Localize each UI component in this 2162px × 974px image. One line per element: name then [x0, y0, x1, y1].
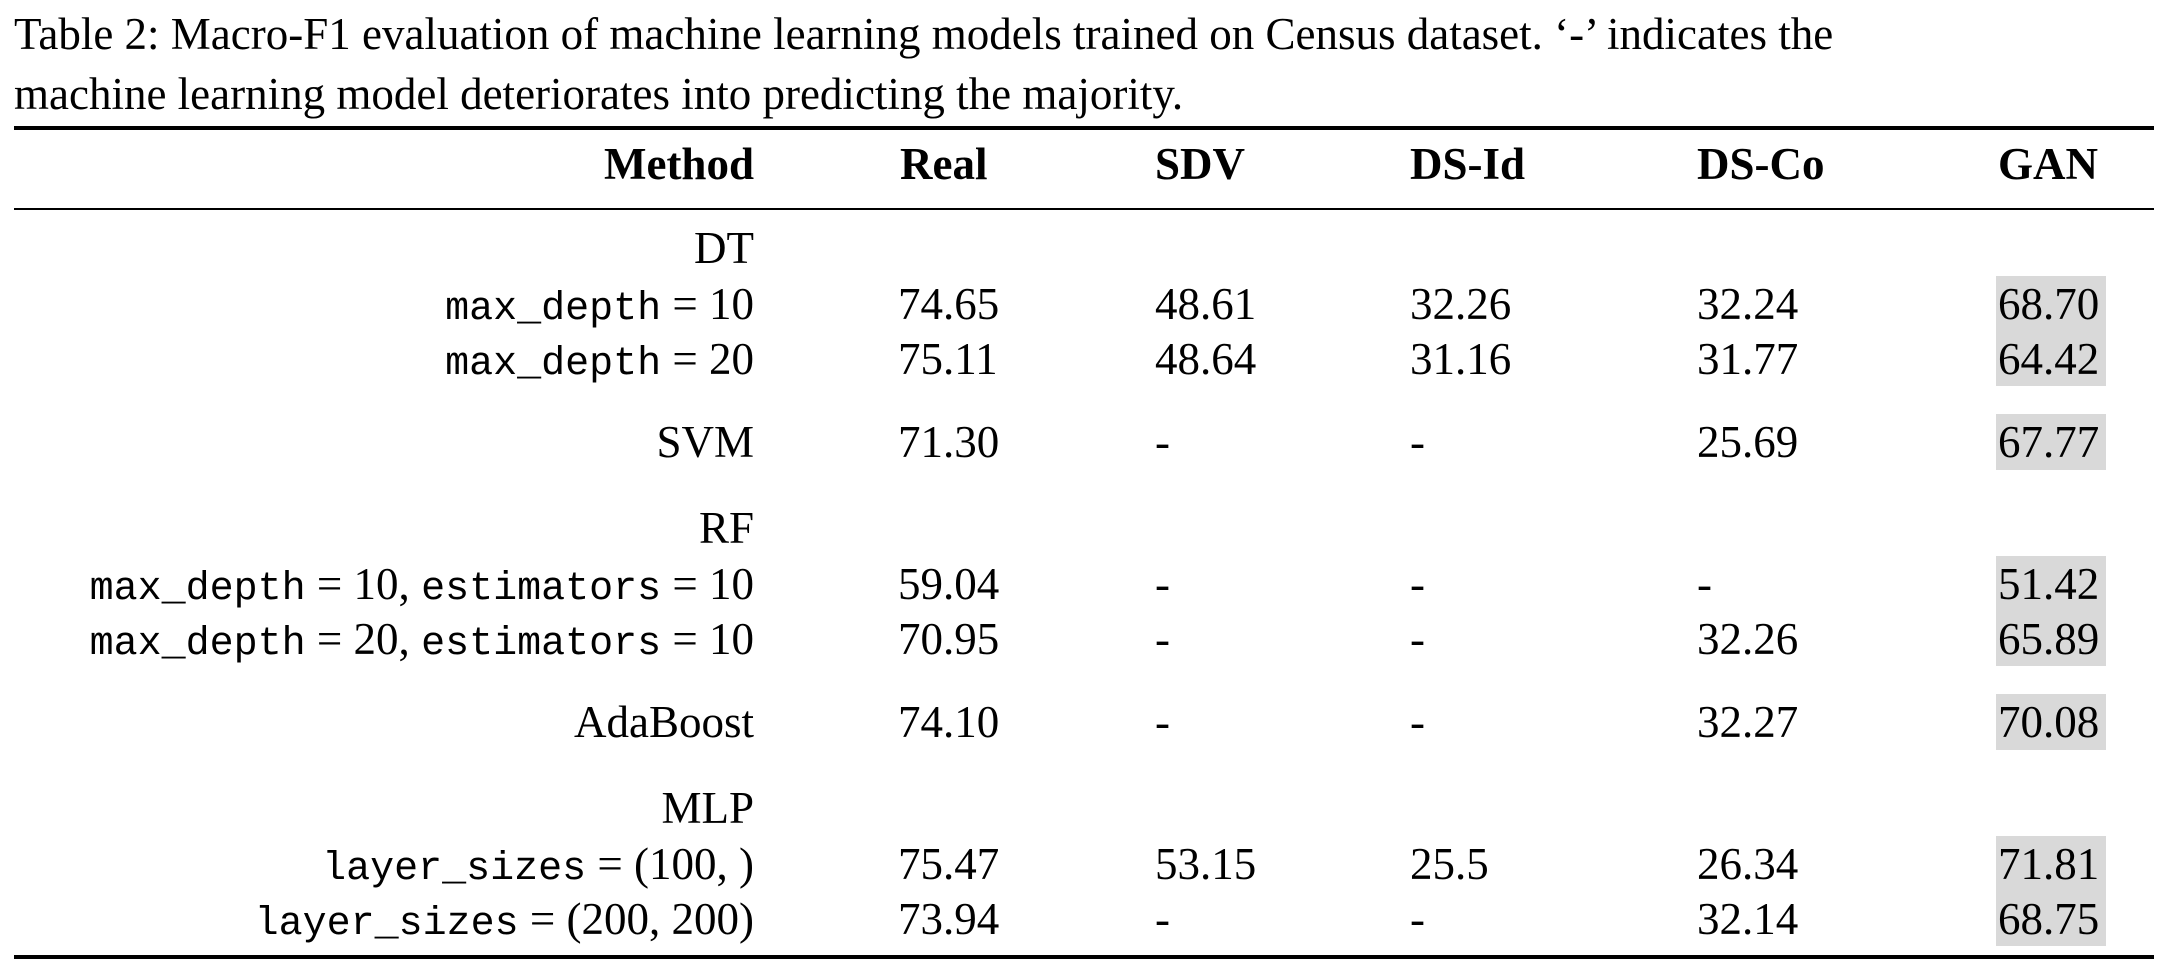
param-name: estimators [421, 622, 662, 667]
table-row-label [90, 556, 754, 612]
cell-ds-id: - [1410, 559, 1425, 609]
param-name: max_depth [445, 342, 662, 387]
cell-gan: 67.77 [1998, 417, 2100, 467]
cell-gan: 65.89 [1998, 614, 2100, 664]
param-name: layer_sizes [322, 847, 587, 892]
cell-ds-co: 25.69 [1697, 417, 1799, 467]
cell-ds-id: 25.5 [1410, 839, 1489, 889]
group-label-rf: RF [698, 503, 754, 553]
param-value: = 10 [661, 279, 754, 329]
header-method: Method [604, 139, 754, 189]
cell-ds-co: 32.14 [1697, 894, 1799, 944]
table-row-label [322, 836, 754, 892]
cell-real: 74.65 [898, 279, 1000, 329]
caption-line-1: Table 2: Macro-F1 evaluation of machine learning models trained on Census dataset. ‘-’ indicates the [14, 9, 1834, 59]
param-name: max_depth [89, 567, 306, 612]
table-row-label [90, 611, 754, 667]
cell-sdv: - [1155, 559, 1170, 609]
cell-ds-co: 32.24 [1697, 279, 1799, 329]
header-sdv: SDV [1155, 139, 1246, 189]
group-label-mlp: MLP [661, 783, 754, 833]
cell-real: 71.30 [898, 417, 1000, 467]
param-name: max_depth [445, 287, 662, 332]
cell-real: 75.47 [898, 839, 1000, 889]
header-gan: GAN [1998, 139, 2098, 189]
cell-real: 73.94 [898, 894, 1000, 944]
cell-ds-id: - [1410, 894, 1425, 944]
param-value: = 10 [661, 614, 754, 664]
cell-ds-id: - [1410, 614, 1425, 664]
cell-ds-co: 32.26 [1697, 614, 1799, 664]
param-value: = 20 [661, 334, 754, 384]
caption-line-2: machine learning model deteriorates into predicting the majority. [14, 69, 1184, 119]
cell-ds-id: 31.16 [1410, 334, 1512, 384]
cell-sdv: 48.64 [1155, 334, 1257, 384]
cell-gan: 51.42 [1998, 559, 2100, 609]
cell-real: 70.95 [898, 614, 1000, 664]
header-ds-co: DS-Co [1697, 139, 1825, 189]
table-row-label [445, 331, 754, 387]
cell-ds-id: 32.26 [1410, 279, 1512, 329]
cell-ds-co: 32.27 [1697, 697, 1799, 747]
cell-ds-co: 31.77 [1697, 334, 1799, 384]
table-row-label [445, 276, 754, 332]
header-rule [14, 208, 2154, 210]
param-name: estimators [421, 567, 662, 612]
cell-ds-co: - [1697, 559, 1712, 609]
cell-sdv: 53.15 [1155, 839, 1257, 889]
cell-ds-co: 26.34 [1697, 839, 1799, 889]
param-value: = (200, 200) [518, 894, 754, 944]
cell-gan: 68.70 [1998, 279, 2100, 329]
group-label-adaboost: AdaBoost [574, 697, 754, 747]
cell-ds-id: - [1410, 417, 1425, 467]
table-caption [14, 4, 2154, 124]
cell-sdv: - [1155, 614, 1170, 664]
param-value: = 20, [305, 614, 422, 664]
table-row-label [255, 891, 754, 947]
cell-gan: 70.08 [1998, 697, 2100, 747]
group-label-svm: SVM [656, 417, 754, 467]
cell-real: 75.11 [898, 334, 998, 384]
param-name: max_depth [89, 622, 306, 667]
cell-gan: 64.42 [1998, 334, 2100, 384]
param-value: = 10, [305, 559, 422, 609]
param-value: = 10 [661, 559, 754, 609]
cell-sdv: 48.61 [1155, 279, 1257, 329]
header-ds-id: DS-Id [1410, 139, 1526, 189]
cell-sdv: - [1155, 697, 1170, 747]
top-rule [14, 126, 2154, 130]
cell-ds-id: - [1410, 697, 1425, 747]
cell-real: 74.10 [898, 697, 1000, 747]
cell-sdv: - [1155, 417, 1170, 467]
cell-gan: 71.81 [1998, 839, 2100, 889]
header-real: Real [900, 139, 988, 189]
param-name: layer_sizes [254, 902, 519, 947]
group-label-dt: DT [694, 223, 754, 273]
cell-real: 59.04 [898, 559, 1000, 609]
cell-gan: 68.75 [1998, 894, 2100, 944]
bottom-rule [14, 955, 2154, 959]
cell-sdv: - [1155, 894, 1170, 944]
param-value: = (100, ) [586, 839, 754, 889]
